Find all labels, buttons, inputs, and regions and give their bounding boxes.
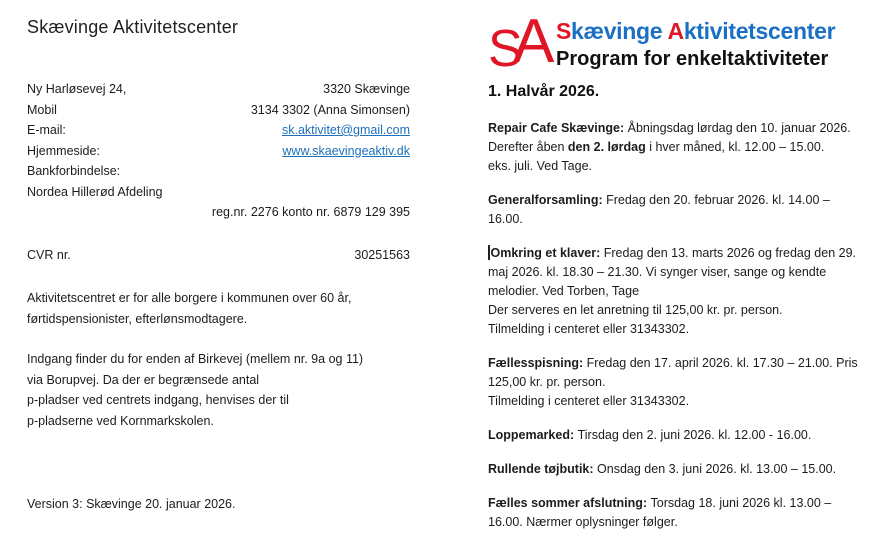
event-faellesspisning: [488, 354, 886, 411]
event-title: Fællesspisning:: [488, 356, 587, 370]
paragraph-line: via Borupvej. Da der er begrænsede antal: [27, 372, 260, 387]
event-generalforsamling: [488, 191, 886, 229]
event-text: 125,00 kr. pr. person.: [488, 375, 606, 389]
event-text: 16.00.: [488, 212, 523, 226]
brand-row: [488, 7, 886, 78]
event-text: i hver måned, kl. 12.00 – 15.00.: [645, 140, 825, 154]
event-text: Tilmelding i centeret eller 31343302.: [488, 394, 690, 408]
event-text: Fredag den 13. marts 2026 og fredag den 29.: [603, 246, 857, 260]
contact-label: Mobil: [27, 102, 57, 117]
contact-label: Bankforbindelse:: [27, 164, 121, 178]
contact-value: 3320 Skævinge: [323, 82, 410, 96]
event-text: Der serveres en let anretning til 125,00 kr. pr. person.: [488, 303, 783, 317]
brand-title-run: ktivitetscenter: [683, 18, 836, 44]
cvr-label: CVR nr.: [27, 247, 71, 262]
event-title: Loppemarked:: [488, 428, 578, 442]
event-text: Onsdag den 3. juni 2026. kl. 13.00 – 15.00.: [597, 462, 837, 476]
page-title: Skævinge Aktivitetscenter: [27, 17, 239, 37]
contact-row: [27, 202, 410, 223]
event-text: Tirsdag den 2. juni 2026. kl. 12.00 - 16.00.: [577, 428, 812, 442]
paragraph-line: førtidspensionister, efterlønsmodtagere.: [27, 311, 248, 326]
entrance-paragraph: [27, 349, 410, 431]
contact-row: [27, 141, 410, 162]
contact-value: 3134 3302 (Anna Simonsen): [250, 102, 410, 117]
right-column: [488, 0, 886, 547]
left-column: [27, 0, 410, 514]
event-omkring-et-klaver: [488, 244, 886, 339]
text-cursor: [488, 245, 490, 260]
event-text: Fredag den 17. april 2026. kl. 17.30 – 21.00. Pris: [586, 356, 858, 370]
event-text: melodier. Ved Torben, Tage: [488, 284, 640, 298]
sa-logo-icon: [488, 7, 555, 78]
event-text: Derefter åben: [488, 140, 568, 154]
paragraph-line: p-pladserne ved Kornmarkskolen.: [27, 413, 214, 428]
brand-title-run: S: [556, 18, 572, 44]
contact-row: [27, 79, 410, 100]
contact-row: [27, 100, 410, 121]
paragraph-line: Aktivitetscentret er for alle borgere i kommunen over 60 år,: [27, 291, 352, 305]
event-title: Omkring et klaver:: [490, 246, 604, 260]
contact-label: Nordea Hillerød Afdeling: [27, 184, 163, 199]
event-text: maj 2026. kl. 18.30 – 21.30. Vi synger viser, sange og kendte: [488, 265, 827, 279]
event-text: Åbningsdag lørdag den 10. januar 2026.: [627, 121, 851, 135]
contact-row: [27, 182, 410, 203]
period-heading: 1. Halvår 2026.: [488, 83, 600, 100]
version-line: Version 3: Skævinge 20. januar 2026.: [27, 497, 236, 511]
contact-block: [27, 79, 410, 223]
contact-link[interactable]: www.skaevingeaktiv.dk: [282, 143, 410, 158]
contact-label: E-mail:: [27, 123, 66, 137]
event-text: Torsdag 18. juni 2026 kl. 13.00 –: [650, 496, 832, 510]
event-title: Fælles sommer afslutning:: [488, 496, 651, 510]
events-list: [488, 119, 886, 532]
event-text: Tilmelding i centeret eller 31343302.: [488, 322, 690, 336]
contact-value: reg.nr. 2276 konto nr. 6879 129 395: [211, 205, 410, 219]
contact-label: Ny Harløsevej 24,: [27, 82, 127, 96]
event-rullende-toejbutik: [488, 460, 886, 479]
brand-subtitle: Program for enkeltaktiviteter: [556, 48, 829, 70]
about-paragraph: [27, 288, 410, 329]
brand-title-run: A: [667, 18, 684, 44]
contact-row: [27, 161, 410, 182]
paragraph-line: Indgang finder du for enden af Birkevej (mellem nr. 9a og 11): [27, 352, 364, 366]
event-repair-cafe: [488, 119, 886, 176]
event-text: eks. juli. Ved Tage.: [488, 159, 593, 173]
event-title: Repair Cafe Skævinge:: [488, 121, 628, 135]
event-title: Generalforsamling:: [488, 193, 607, 207]
event-faelles-sommer-afslutning: [488, 494, 886, 532]
contact-row: [27, 120, 410, 141]
logo-letter-a: A: [513, 7, 555, 76]
event-text: 16.00. Nærmer oplysninger følger.: [488, 515, 678, 529]
event-title: Rullende tøjbutik:: [488, 462, 598, 476]
event-title: den 2. lørdag: [567, 140, 646, 154]
event-loppemarked: [488, 426, 886, 445]
brand-title-run: kævinge: [571, 18, 668, 44]
event-text: Fredag den 20. februar 2026. kl. 14.00 –: [606, 193, 830, 207]
brand-text: [556, 11, 835, 73]
logo-letter-s: S: [488, 20, 523, 78]
paragraph-line: p-pladser ved centrets indgang, henvises der til: [27, 393, 289, 407]
brand-title: [556, 17, 835, 45]
cvr-value: 30251563: [354, 247, 410, 262]
contact-label: Hjemmeside:: [27, 143, 100, 158]
contact-link[interactable]: sk.aktivitet@gmail.com: [282, 123, 410, 137]
cvr-row: [27, 245, 410, 266]
